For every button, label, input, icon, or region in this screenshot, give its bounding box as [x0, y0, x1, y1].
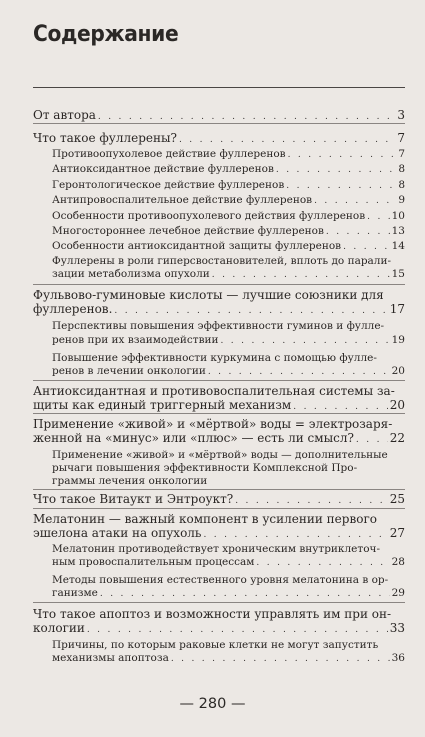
toc-entry-title: механизмы апоптоза: [52, 652, 169, 664]
toc-subentry-humins-perspectives[interactable]: [52, 334, 405, 348]
toc-entry-title: От автора: [33, 108, 96, 122]
toc-entry-living-dead-water[interactable]: [33, 431, 405, 447]
toc-entry-page: 20: [389, 398, 405, 412]
page-title: Содержание: [33, 22, 179, 47]
toc-entry-line[interactable]: Мелатонин — важный компонент в усилении первого: [33, 512, 377, 526]
toc-entry-page: 7: [397, 131, 405, 145]
toc-subentry-antioxidant-protection[interactable]: [52, 240, 405, 254]
toc-entry-fulvic-humic[interactable]: [33, 302, 405, 318]
toc-entry-page: 14: [391, 240, 405, 252]
toc-entry-page: 20: [391, 365, 405, 377]
toc-entry-vitaukt[interactable]: [33, 492, 405, 508]
dot-leader: [288, 149, 393, 162]
toc-subentry-gerontological[interactable]: [52, 179, 405, 193]
toc-entry-title: зации метаболизма опухоли: [52, 268, 210, 280]
toc-entry-page: 7: [398, 148, 405, 160]
toc-subentry-anti-inflammatory[interactable]: [52, 194, 405, 208]
toc-subentry-antitumor[interactable]: [52, 148, 405, 162]
dot-leader: [98, 110, 393, 124]
toc-entry-title: Геронтологическое действие фуллеренов: [52, 179, 285, 191]
toc-subentry-line[interactable]: Применение «живой» и «мёртвой» воды — дополнительные: [52, 449, 388, 461]
dot-leader: [276, 164, 393, 177]
section-divider: [33, 413, 405, 414]
toc-entry-title: Что такое Витаукт и Энтроукт?: [33, 492, 234, 506]
toc-entry-line[interactable]: Антиоксидантная и противовоспалительная системы за-: [33, 384, 395, 398]
section-divider: [33, 602, 405, 603]
dot-leader: [256, 557, 389, 570]
toc-subentry-hyper-reducers[interactable]: [52, 268, 405, 282]
toc-entry-title: кологии: [33, 621, 85, 635]
dot-leader: [220, 335, 389, 348]
toc-entry-from-author[interactable]: [33, 108, 405, 124]
dot-leader: [314, 195, 393, 208]
toc-entry-title: ренов в лечении онкологии: [52, 365, 206, 377]
toc-entry-title: женной на «минус» или «плюс» — есть ли смысл?: [33, 431, 354, 445]
toc-entry-page: 29: [391, 587, 405, 599]
toc-entry-title: Многостороннее лечебное действие фуллеренов: [52, 225, 324, 237]
dot-leader: [293, 400, 387, 414]
dot-leader: [100, 588, 390, 601]
toc-entry-page: 28: [391, 556, 405, 568]
toc-subentry-curcumin[interactable]: [52, 365, 405, 379]
toc-subentry-antitumor-features[interactable]: [52, 210, 405, 224]
toc-entry-trigger-mechanism[interactable]: [33, 398, 405, 414]
toc-entry-melatonin[interactable]: [33, 526, 405, 542]
toc-entry-title: ганизме: [52, 587, 98, 599]
toc-entry-page: 3: [397, 108, 405, 122]
toc-subentry-line[interactable]: Перспективы повышения эффективности гуминов и фулле-: [52, 320, 385, 332]
toc-entry-title: эшелона атаки на опухоль: [33, 526, 202, 540]
toc-entry-apoptosis[interactable]: [33, 621, 405, 637]
toc-entry-line[interactable]: Применение «живой» и «мёртвой» воды = электрозаря-: [33, 417, 393, 431]
toc-entry-title: ным провоспалительным процессам: [52, 556, 255, 568]
dot-leader: [114, 304, 387, 318]
dot-leader: [286, 180, 393, 193]
toc-entry-page: 13: [391, 225, 405, 237]
toc-entry-page: 8: [398, 163, 405, 175]
toc-entry-page: 27: [389, 526, 405, 540]
toc-subentry-melatonin-methods[interactable]: [52, 587, 405, 601]
toc-entry-title: Особенности антиоксидантной защиты фуллеренов: [52, 240, 342, 252]
toc-entry-page: 8: [398, 179, 405, 191]
toc-entry-page: 19: [391, 334, 405, 346]
toc-entry-fullerenes[interactable]: [33, 131, 405, 147]
toc-entry-page: 9: [398, 194, 405, 206]
toc-entry-page: 22: [389, 431, 405, 445]
toc-subentry-line[interactable]: рычаги повышения эффективности Комплексной Про-: [52, 462, 358, 474]
dot-leader: [179, 133, 393, 147]
toc-subentry-line[interactable]: граммы лечения онкологии: [52, 475, 208, 487]
section-divider: [33, 284, 405, 285]
dot-leader: [212, 269, 390, 282]
section-divider: [33, 489, 405, 490]
toc-entry-line[interactable]: Что такое апоптоз и возможности управлять им при он-: [33, 607, 392, 621]
toc-subentry-line[interactable]: Мелатонин противодействует хроническим внутриклеточ-: [52, 543, 381, 555]
dot-leader: [343, 241, 390, 254]
toc-entry-title: щиты как единый триггерный механизм: [33, 398, 292, 412]
section-divider: [33, 508, 405, 509]
toc-entry-line[interactable]: Фульвово-гуминовые кислоты — лучшие союзники для: [33, 288, 384, 302]
dot-leader: [203, 528, 387, 542]
toc-entry-title: Что такое фуллерены?: [33, 131, 177, 145]
dot-leader: [326, 226, 390, 239]
toc-subentry-apoptosis-reasons[interactable]: [52, 652, 405, 666]
page-number: — 280 —: [179, 696, 246, 712]
dot-leader: [367, 211, 389, 224]
toc-subentry-multifaceted[interactable]: [52, 225, 405, 239]
dot-leader: [356, 433, 388, 447]
toc-entry-page: 25: [389, 492, 405, 506]
toc-entry-title: фуллеренов.: [33, 302, 113, 316]
toc-entry-title: Антипровоспалительное действие фуллеренов: [52, 194, 313, 206]
toc-entry-title: Особенности противоопухолевого действия фуллеренов: [52, 210, 366, 222]
toc-subentry-antioxidant[interactable]: [52, 163, 405, 177]
dot-leader: [208, 366, 390, 379]
title-rule: [33, 87, 405, 88]
toc-entry-page: 33: [389, 621, 405, 635]
toc-entry-page: 15: [391, 268, 405, 280]
toc-entry-title: Антиоксидантное действие фуллеренов: [52, 163, 274, 175]
toc-subentry-melatonin-chronic[interactable]: [52, 556, 405, 570]
toc-entry-page: 10: [391, 210, 405, 222]
toc-subentry-line[interactable]: Повышение эффективности куркумина с помощью фулле-: [52, 352, 377, 364]
section-divider: [33, 123, 405, 124]
toc-entry-title: Противоопухолевое действие фуллеренов: [52, 148, 286, 160]
toc-entry-page: 36: [391, 652, 405, 664]
dot-leader: [87, 623, 388, 637]
toc-subentry-line[interactable]: Причины, по которым раковые клетки не могут запустить: [52, 639, 379, 651]
dot-leader: [235, 494, 388, 508]
toc-entry-title: ренов при их взаимодействии: [52, 334, 219, 346]
toc-subentry-line[interactable]: Методы повышения естественного уровня мелатонина в ор-: [52, 574, 389, 586]
toc-entry-page: 17: [389, 302, 405, 316]
section-divider: [33, 380, 405, 381]
dot-leader: [171, 653, 390, 666]
toc-subentry-line[interactable]: Фуллерены в роли гиперсвостановителей, вплоть до парали-: [52, 255, 392, 267]
